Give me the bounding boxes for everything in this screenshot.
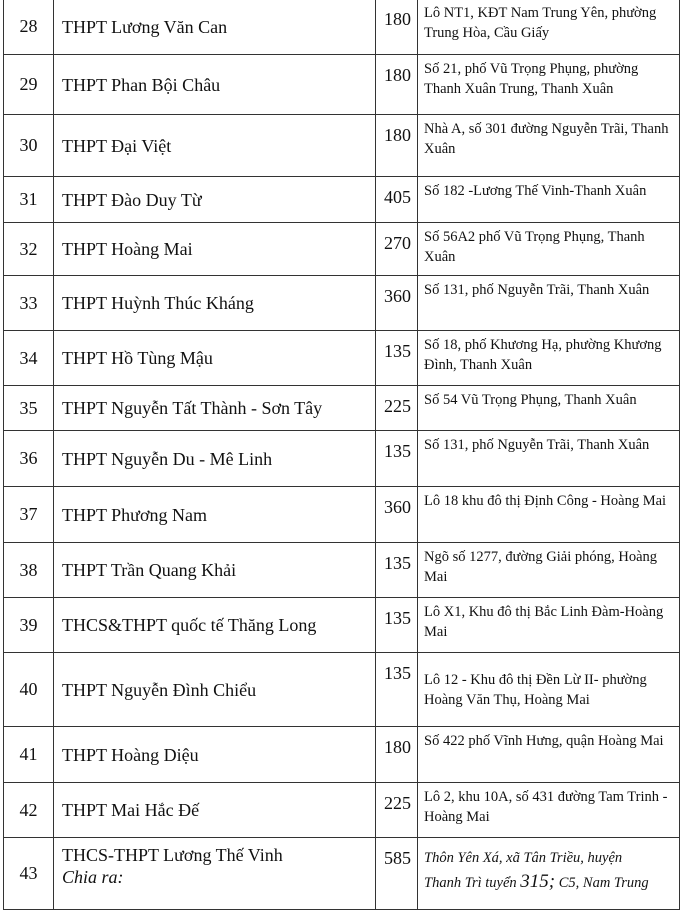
school-address: Lô 2, khu 10A, số 431 đường Tam Trinh - Hoàng Mai [418,783,680,838]
quota: 135 [376,598,418,653]
table-row [4,543,680,598]
table-row [4,838,680,910]
quota: 135 [376,431,418,487]
quota: 225 [376,386,418,431]
school-name: THPT Hồ Tùng Mậu [54,331,376,386]
row-number: 29 [4,55,54,115]
table-row [4,223,680,276]
quota: 405 [376,177,418,223]
school-address: Số 56A2 phố Vũ Trọng Phụng, Thanh Xuân [418,223,680,276]
table-row [4,783,680,838]
school-table [3,0,680,910]
quota: 225 [376,783,418,838]
row-number: 35 [4,386,54,431]
school-address: Lô 18 khu đô thị Định Công - Hoàng Mai [418,487,680,543]
address-text: C5, Nam Trung [555,875,649,891]
school-address: Số 54 Vũ Trọng Phụng, Thanh Xuân [418,386,680,431]
school-name: THPT Lương Văn Can [54,0,376,55]
row-number: 41 [4,727,54,783]
row-number: 28 [4,0,54,55]
table-row [4,331,680,386]
school-address: Số 422 phố Vĩnh Hưng, quận Hoàng Mai [418,727,680,783]
school-address: Số 182 -Lương Thế Vinh-Thanh Xuân [418,177,680,223]
school-address: Nhà A, số 301 đường Nguyễn Trãi, Thanh Xuân [418,115,680,177]
school-name: THPT Hoàng Mai [54,223,376,276]
table-row [4,386,680,431]
table-row [4,487,680,543]
table-row [4,598,680,653]
quota: 135 [376,331,418,386]
quota: 135 [376,653,418,727]
quota: 180 [376,115,418,177]
table-row [4,276,680,331]
quota-number: 315; [520,871,556,892]
row-number: 43 [4,838,54,910]
table-row [4,653,680,727]
table-row [4,727,680,783]
school-name: THPT Nguyễn Du - Mê Linh [54,431,376,487]
school-name-cell [54,838,376,910]
school-address: Lô X1, Khu đô thị Bắc Linh Đàm-Hoàng Mai [418,598,680,653]
table-row [4,0,680,55]
address-text: Thanh Trì tuyển [424,875,521,891]
table-row [4,431,680,487]
school-name: THPT Nguyễn Tất Thành - Sơn Tây [54,386,376,431]
row-number: 33 [4,276,54,331]
row-number: 34 [4,331,54,386]
school-name: THPT Hoàng Diệu [54,727,376,783]
school-address [418,838,680,910]
quota: 180 [376,0,418,55]
row-number: 37 [4,487,54,543]
school-name: THPT Nguyễn Đình Chiểu [54,653,376,727]
quota: 180 [376,55,418,115]
row-number: 39 [4,598,54,653]
row-number: 32 [4,223,54,276]
school-name: THPT Huỳnh Thúc Kháng [54,276,376,331]
quota: 180 [376,727,418,783]
school-address: Số 131, phố Nguyễn Trãi, Thanh Xuân [418,431,680,487]
school-address: Lô 12 - Khu đô thị Đền Lừ II- phường Hoàng Văn Thụ, Hoàng Mai [418,653,680,727]
school-name: THPT Đào Duy Từ [54,177,376,223]
row-number: 38 [4,543,54,598]
address-line-1: Thôn Yên Xá, xã Tân Triều, huyện [424,850,623,866]
address-line-2 [424,870,675,895]
quota: 135 [376,543,418,598]
table-row [4,55,680,115]
school-name: THPT Đại Việt [54,115,376,177]
quota: 360 [376,276,418,331]
row-number: 30 [4,115,54,177]
school-name: THPT Phương Nam [54,487,376,543]
row-number: 36 [4,431,54,487]
row-number: 40 [4,653,54,727]
quota: 270 [376,223,418,276]
school-name: THPT Mai Hắc Đế [54,783,376,838]
quota: 585 [376,838,418,910]
table-row [4,115,680,177]
school-name: THCS-THPT Lương Thế Vinh [62,845,283,865]
school-name: THCS&THPT quốc tế Thăng Long [54,598,376,653]
school-name: THPT Phan Bội Châu [54,55,376,115]
table-row [4,177,680,223]
school-address: Số 131, phố Nguyễn Trãi, Thanh Xuân [418,276,680,331]
school-address: Số 18, phố Khương Hạ, phường Khương Đình, Thanh Xuân [418,331,680,386]
quota: 360 [376,487,418,543]
breakdown-label: Chia ra: [62,867,124,887]
school-address: Số 21, phố Vũ Trọng Phụng, phường Thanh Xuân Trung, Thanh Xuân [418,55,680,115]
row-number: 42 [4,783,54,838]
school-address: Lô NT1, KĐT Nam Trung Yên, phường Trung Hòa, Cầu Giấy [418,0,680,55]
school-address: Ngõ số 1277, đường Giải phóng, Hoàng Mai [418,543,680,598]
row-number: 31 [4,177,54,223]
school-name: THPT Trần Quang Khải [54,543,376,598]
